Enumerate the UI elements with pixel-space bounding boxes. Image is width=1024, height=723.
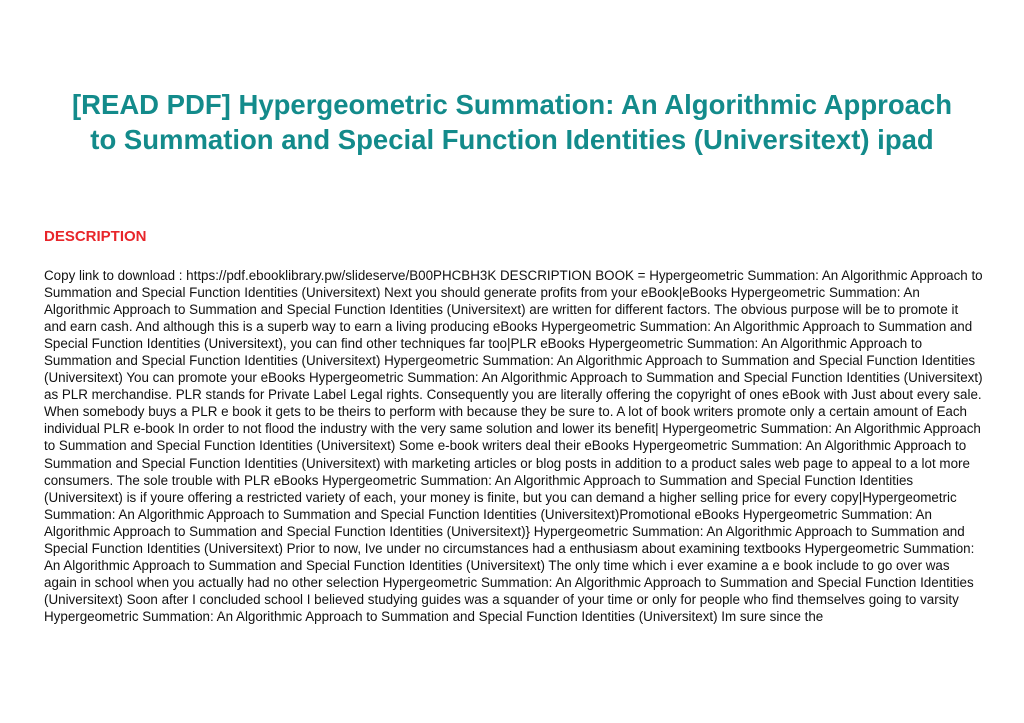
description-body: Copy link to download : https://pdf.ebooklibrary.pw/slideserve/B00PHCBH3K DESCRIPTION BOOK = Hypergeometric Summation: An Algorithmic Approach to Summation and Special Function Identities (Universitext) Next you should generate profits from your eBook|eBooks Hypergeometric Summation: An Algorithmic Approach to Summation and Special Function Identities (Universitext) are written for different factors. The obvious purpose will be to promote it and earn cash. And although this is a superb way to earn a living producing eBooks Hypergeometric Summation: An Algorithmic Approach to Summation and Special Function Identities (Universitext), you can find other techniques far too|PLR eBooks Hypergeometric Summation: An Algorithmic Approach to Summation and Special Function Identities (Universitext) Hypergeometric Summation: An Algorithmic Approach to Summation and Special Function Identities (Universitext) You can promote your eBooks Hypergeometric Summation: An Algorithmic Approach to Summation and Special Function Identities (Universitext) as PLR merchandise. PLR stands for Private Label Legal rights. Consequently you are literally offering the copyright of ones eBook with Just about every sale. When somebody buys a PLR e book it gets to be theirs to perform with because they be sure to. A lot of book writers promote only a certain amount of Each individual PLR e-book In order to not flood the industry with the very same solution and lower its benefit| Hypergeometric Summation: An Algorithmic Approach to Summation and Special Function Identities (Universitext) Some e-book writers deal their eBooks Hypergeometric Summation: An Algorithmic Approach to Summation and Special Function Identities (Universitext) with marketing articles or blog posts in addition to a product sales web page to appeal to a lot more consumers. The sole trouble with PLR eBooks Hypergeometric Summation: An Algorithmic Approach to Summation and Special Function Identities (Universitext) is if youre offering a restricted variety of each, your money is finite, but you can demand a higher selling price for every copy|Hypergeometric Summation: An Algorithmic Approach to Summation and Special Function Identities (Universitext)Promotional eBooks Hypergeometric Summation: An Algorithmic Approach to Summation and Special Function Identities (Universitext)} Hypergeometric Summation: An Algorithmic Approach to Summation and Special Function Identities (Universitext) Prior to now, Ive under no circumstances had a enthusiasm about examining textbooks Hypergeometric Summation: An Algorithmic Approach to Summation and Special Function Identities (Universitext) The only time which i ever examine a e book include to go over was again in school when you actually had no other selection Hypergeometric Summation: An Algorithmic Approach to Summation and Special Function Identities (Universitext) Soon after I concluded school I believed studying guides was a squander of your time or only for people who find themselves going to varsity Hypergeometric Summation: An Algorithmic Approach to Summation and Special Function Identities (Universitext) Im sure since the — [44, 268, 983, 624]
description-heading: DESCRIPTION — [44, 228, 147, 245]
document-title: [READ PDF] Hypergeometric Summation: An Algorithmic Approach to Summation and Special Function Identities (Universitext) ipad — [71, 89, 953, 155]
